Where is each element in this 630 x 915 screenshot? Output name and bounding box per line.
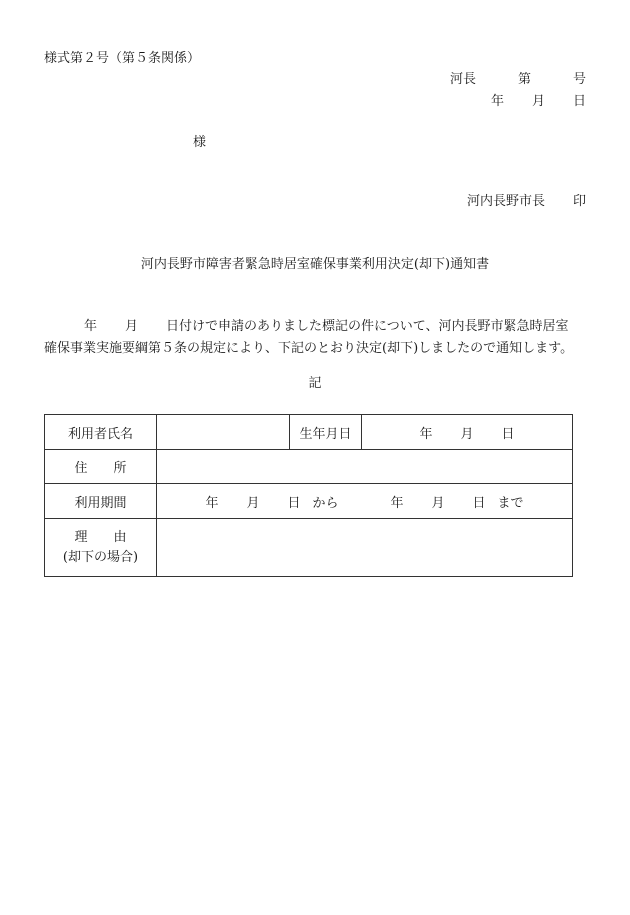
period-label: 利用期間 <box>45 484 157 519</box>
sender <box>467 194 586 210</box>
address-label: 住 所 <box>45 450 157 484</box>
table-row <box>45 484 573 519</box>
birth-value: 年 月 日 <box>362 415 573 450</box>
body-paragraph <box>44 316 592 360</box>
info-table <box>44 414 573 577</box>
sender-seal: 印 <box>572 194 586 209</box>
birth-label: 生年月日 <box>290 415 362 450</box>
issue-date-month: 月 <box>531 94 545 109</box>
issue-date-day: 日 <box>572 94 586 109</box>
issue-date-year: 年 <box>490 94 504 109</box>
body-line-1: 年 月 日付けで申請のありました標記の件について、河内長野市緊急時居室 <box>84 319 569 334</box>
address-value-cell <box>157 450 573 484</box>
ki-heading: 記 <box>308 376 322 391</box>
table-row <box>45 519 573 577</box>
document-title: 河内長野市障害者緊急時居室確保事業利用決定(却下)通知書 <box>140 257 490 272</box>
form-number: 様式第２号（第５条関係） <box>44 51 201 66</box>
name-value-cell <box>157 415 290 450</box>
doc-number-go: 号 <box>572 72 586 87</box>
doc-number-dai: 第 <box>517 72 531 87</box>
sender-title: 河内長野市長 <box>466 194 545 209</box>
table-row <box>45 450 573 484</box>
doc-number-prefix: 河長 <box>449 72 476 87</box>
addressee-honorific: 様 <box>193 135 207 150</box>
period-value: 年 月 日 から 年 月 日 まで <box>157 484 573 519</box>
table-row <box>45 415 573 450</box>
issue-date <box>491 94 586 110</box>
body-line-2: 確保事業実施要綱第５条の規定により、下記のとおり決定(却下)しましたので通知します。 <box>44 341 574 356</box>
reason-label: 理 由 (却下の場合) <box>45 519 157 577</box>
document-number <box>450 72 586 88</box>
name-label: 利用者氏名 <box>45 415 157 450</box>
reason-value-cell <box>157 519 573 577</box>
